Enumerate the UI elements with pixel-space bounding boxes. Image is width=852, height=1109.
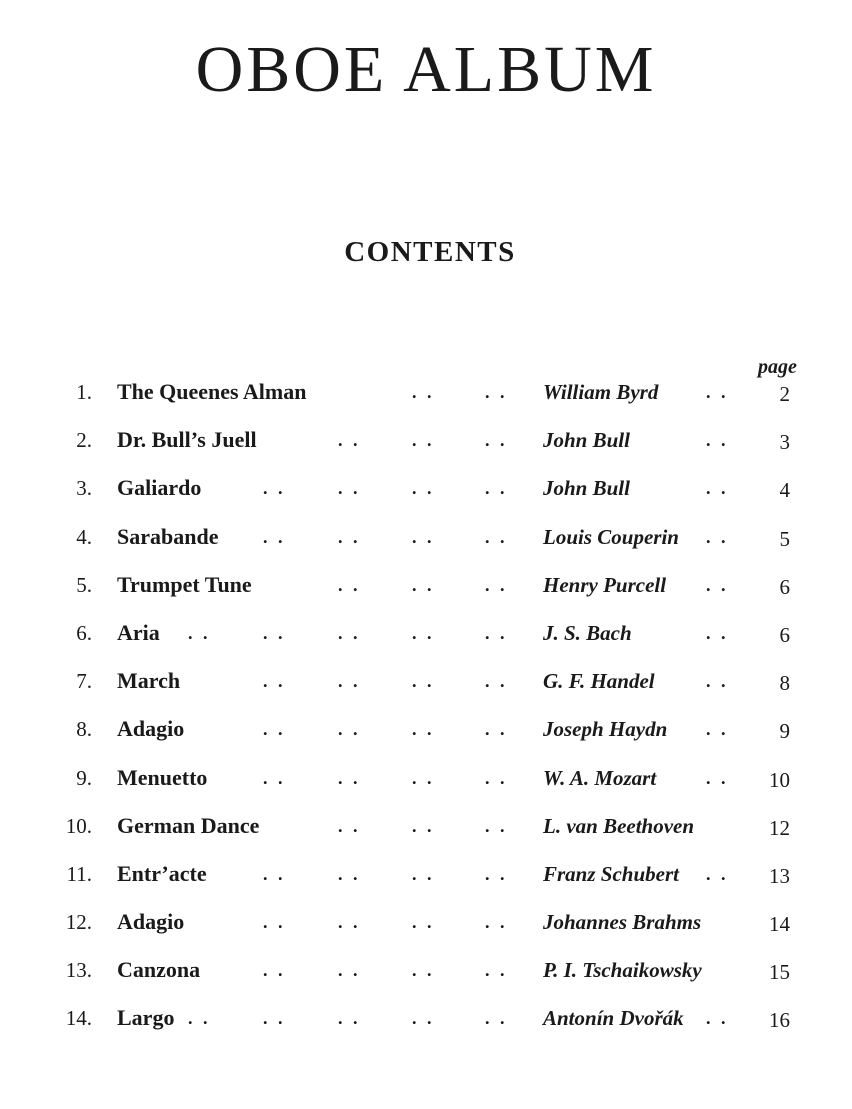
entry-composer: Henry Purcell (543, 572, 667, 597)
entry-number: 3. (76, 476, 92, 501)
leader-dots: . . (338, 863, 361, 884)
leader-dots: . . (485, 912, 508, 933)
leader-dots: . . (412, 719, 435, 740)
entry-page-number: 10 (769, 767, 790, 792)
leader-dots: . . (412, 430, 435, 451)
leader-dots: . . (706, 478, 729, 499)
leader-dots: . . (338, 430, 361, 451)
leader-dots: . . (485, 478, 508, 499)
page-column-header: page (758, 356, 797, 378)
leader-dots: . . (188, 622, 211, 643)
entry-number: 6. (76, 620, 92, 645)
leader-dots: . . (706, 767, 729, 788)
entry-composer: Franz Schubert (543, 861, 679, 886)
contents-entry (0, 470, 852, 518)
entry-composer: William Byrd (543, 380, 659, 404)
entry-page-number: 2 (779, 382, 790, 406)
leader-dots: . . (412, 863, 435, 884)
leader-dots: . . (485, 430, 508, 451)
leader-dots: . . (485, 526, 508, 547)
leader-dots: . . (263, 671, 286, 692)
entry-composer: John Bull (543, 476, 630, 501)
entry-page-number: 14 (769, 912, 790, 937)
contents-entry (0, 519, 852, 567)
entry-page-number: 13 (769, 863, 790, 888)
leader-dots: . . (485, 1008, 508, 1029)
contents-entry (0, 1000, 852, 1048)
leader-dots: . . (263, 912, 286, 933)
leader-dots: . . (412, 671, 435, 692)
entry-piece-title: The Queenes Alman (117, 379, 307, 404)
entry-composer: J. S. Bach (543, 620, 632, 645)
entry-composer: Joseph Haydn (543, 717, 668, 742)
leader-dots: . . (485, 960, 508, 981)
leader-dots: . . (338, 815, 361, 836)
contents-entry (0, 711, 852, 759)
leader-dots: . . (188, 1008, 211, 1029)
leader-dots: . . (706, 430, 729, 451)
contents-entry (0, 952, 852, 1000)
leader-dots: . . (485, 719, 508, 740)
entry-number: 13. (65, 958, 92, 983)
entry-piece-title: Sarabande (117, 523, 219, 549)
entry-piece-title: German Dance (117, 812, 260, 838)
contents-entry (0, 760, 852, 808)
entry-page-number: 5 (779, 526, 790, 551)
entry-composer: L. van Beethoven (543, 813, 695, 838)
entry-piece-title: Canzona (117, 957, 201, 983)
leader-dots: . . (338, 622, 361, 643)
leader-dots: . . (706, 622, 729, 643)
entry-piece-title: Adagio (117, 716, 185, 742)
entry-composer: P. I. Tschaikowsky (543, 958, 702, 983)
contents-list (0, 374, 852, 1049)
leader-dots: . . (338, 526, 361, 547)
entry-page-number: 12 (769, 815, 790, 840)
leader-dots: . . (706, 671, 729, 692)
contents-entry (0, 567, 852, 615)
entry-piece-title: Menuetto (117, 764, 208, 790)
entry-number: 11. (66, 861, 92, 886)
entry-page-number: 16 (769, 1008, 790, 1033)
entry-number: 9. (76, 765, 92, 790)
leader-dots: . . (412, 478, 435, 499)
contents-heading: CONTENTS (344, 236, 516, 268)
entry-page-number: 9 (779, 719, 790, 744)
leader-dots: . . (263, 478, 286, 499)
leader-dots: . . (706, 719, 729, 740)
leader-dots: . . (263, 622, 286, 643)
entry-piece-title: Dr. Bull’s Juell (117, 427, 257, 453)
entry-composer: Johannes Brahms (543, 910, 702, 935)
leader-dots: . . (338, 478, 361, 499)
entry-composer: Louis Couperin (543, 524, 679, 549)
entry-composer: W. A. Mozart (543, 765, 657, 790)
entry-piece-title: Aria (117, 619, 160, 645)
leader-dots: . . (412, 526, 435, 547)
leader-dots: . . (706, 574, 729, 595)
contents-entry (0, 808, 852, 856)
leader-dots: . . (263, 719, 286, 740)
entry-piece-title: Largo (117, 1005, 175, 1031)
entry-piece-title: Trumpet Tune (117, 571, 252, 597)
leader-dots: . . (485, 622, 508, 643)
entry-number: 8. (76, 717, 92, 742)
contents-entry (0, 374, 852, 422)
entry-piece-title: Entr’acte (117, 860, 207, 886)
entry-piece-title: Adagio (117, 909, 185, 935)
entry-page-number: 6 (779, 622, 790, 647)
leader-dots: . . (338, 574, 361, 595)
entry-composer: G. F. Handel (543, 669, 655, 694)
leader-dots: . . (263, 960, 286, 981)
entry-number: 2. (76, 428, 92, 453)
entry-number: 12. (65, 910, 92, 935)
leader-dots: . . (412, 960, 435, 981)
entry-composer: Antonín Dvořák (543, 1006, 684, 1031)
entry-number: 14. (65, 1006, 92, 1031)
leader-dots: . . (338, 1008, 361, 1029)
entry-piece-title: Galiardo (117, 475, 202, 501)
entry-composer: John Bull (543, 428, 630, 453)
contents-entry (0, 422, 852, 470)
entry-number: 10. (65, 813, 92, 838)
leader-dots: . . (338, 719, 361, 740)
contents-entry (0, 856, 852, 904)
entry-page-number: 15 (769, 960, 790, 985)
entry-number: 1. (76, 380, 92, 404)
leader-dots: . . (485, 671, 508, 692)
leader-dots: . . (338, 671, 361, 692)
leader-dots: . . (263, 863, 286, 884)
leader-dots: . . (485, 767, 508, 788)
leader-dots: . . (706, 1008, 729, 1029)
leader-dots: . . (485, 574, 508, 595)
entry-page-number: 6 (779, 574, 790, 599)
leader-dots: . . (706, 526, 729, 547)
leader-dots: . . (706, 863, 729, 884)
leader-dots: . . (485, 815, 508, 836)
leader-dots: . . (412, 1008, 435, 1029)
leader-dots: . . (485, 863, 508, 884)
contents-entry (0, 904, 852, 952)
entry-number: 5. (76, 572, 92, 597)
entry-number: 7. (76, 669, 92, 694)
leader-dots: . . (338, 767, 361, 788)
leader-dots: . . (412, 622, 435, 643)
entry-piece-title: March (117, 668, 181, 694)
contents-entry (0, 663, 852, 711)
leader-dots: . . (263, 1008, 286, 1029)
entry-page-number: 3 (779, 430, 790, 455)
album-title: OBOE ALBUM (195, 33, 657, 106)
leader-dots: . . (412, 815, 435, 836)
contents-entry (0, 615, 852, 663)
leader-dots: . . (263, 526, 286, 547)
leader-dots: . . (485, 382, 508, 402)
leader-dots: . . (338, 912, 361, 933)
leader-dots: . . (412, 574, 435, 595)
leader-dots: . . (706, 382, 729, 402)
leader-dots: . . (263, 767, 286, 788)
entry-page-number: 4 (779, 478, 790, 503)
leader-dots: . . (412, 912, 435, 933)
leader-dots: . . (412, 767, 435, 788)
entry-page-number: 8 (779, 671, 790, 696)
entry-number: 4. (76, 524, 92, 549)
leader-dots: . . (412, 382, 435, 402)
leader-dots: . . (338, 960, 361, 981)
